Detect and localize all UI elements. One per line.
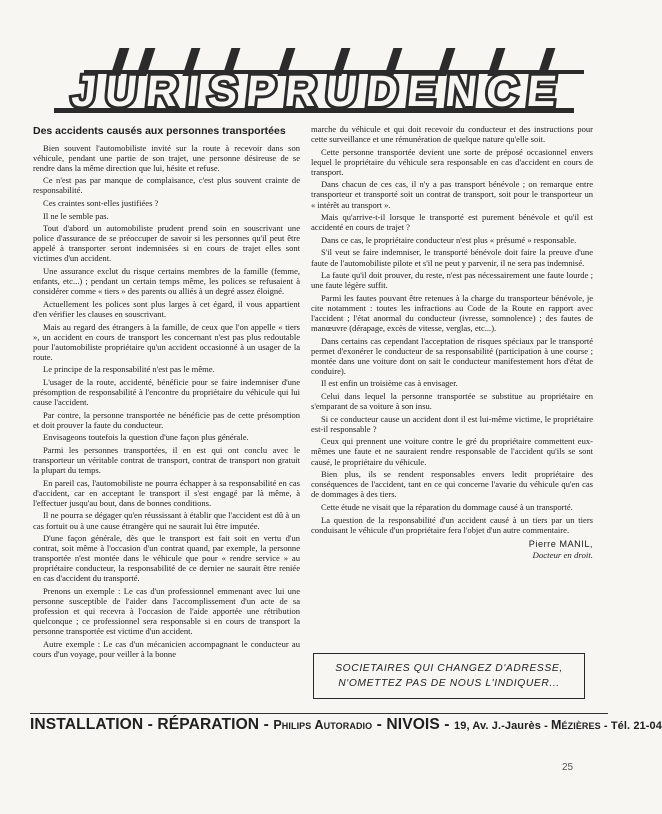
- ad-address: 19, Av. J.-Jaurès -: [454, 720, 552, 732]
- paragraph: Dans chacun de ces cas, il n'y a pas transport bénévole ; on remarque entre transporteur et transporté soit un contrat de transport, soit pour le transporteur un « intérêt au transport ».: [311, 179, 593, 210]
- paragraph: Celui dans lequel la personne transportée se substitue au propriétaire en s'emparant de sa voiture à son insu.: [311, 391, 593, 412]
- paragraph: Il ne pourra se dégager qu'en réussissant à établir que l'accident est dû à un cas fortuit ou à une cause étrangère qui ne saurait lui être imputée.: [33, 510, 300, 531]
- paragraph: Le principe de la responsabilité n'est pas le même.: [43, 364, 215, 375]
- paragraph: Dans ce cas, le propriétaire conducteur n'est plus « présumé » responsable.: [321, 234, 577, 245]
- notice-line-2: N'OMETTEZ PAS DE NOUS L'INDIQUER...: [338, 678, 560, 689]
- paragraph: Cette étude ne visait que la réparation du dommage causé à un transporté.: [321, 501, 573, 512]
- author-role: Docteur en droit.: [532, 549, 593, 560]
- ad-city: Mézières: [551, 718, 601, 732]
- paragraph: Parmi les personnes transportées, il en est qui ont conclu avec le transporteur un véritable contrat de transport, contrat de transport non gratuit la plupart du temps.: [33, 444, 300, 476]
- paragraph: L'usager de la route, accidenté, bénéficie pour se faire indemniser d'une présomption de responsabilité à l'encontre du propriétaire du véhicule qui lui cause l'accident.: [33, 376, 300, 408]
- article-heading: Des accidents causés aux personnes transportées: [33, 125, 286, 137]
- paragraph: Il ne le semble pas.: [43, 210, 109, 221]
- masthead: [44, 40, 592, 118]
- article-left-column: [33, 124, 300, 661]
- paragraph: Si ce conducteur cause un accident dont il est lui-même victime, le propriétaire est-il responsable ?: [311, 413, 593, 434]
- paragraph: Parmi les fautes pouvant être retenues à la charge du transporteur bénévole, je cite notamment : toutes les infractions au Code de la Route en rapport avec l'accident ; l'état anormal du conducteur (ivresse, somnolence) ; des fautes de manœuvre (dérapage, excès de vitesse, verglas, etc...).: [311, 292, 593, 333]
- paragraph: S'il veut se faire indemniser, le transporté bénévole doit faire la preuve d'une faute de l'automobiliste pilote et s'il ne peut y parvenir, il ne sera pas indemnisé.: [311, 247, 593, 268]
- paragraph: Bien souvent l'automobiliste invité sur la route à recevoir dans son véhicule, pendant une partie de son trajet, une personne désireuse de se rendre dans la même direction que lui, hésite et refuse.: [33, 142, 300, 173]
- ad-company: - NIVOIS -: [372, 716, 455, 733]
- paragraph: Dans certains cas cependant l'acceptation de risques spéciaux par le transporté permet d'exonérer le conducteur de sa responsabilité (participation à une course ; montée dans une voiture dont on sait le conducteur manifestement hors d'état de conduire).: [311, 335, 593, 376]
- address-change-notice: [313, 653, 585, 699]
- notice-line-1: SOCIETAIRES QUI CHANGEZ D'ADRESSE,: [335, 663, 563, 674]
- paragraph: Ces craintes sont-elles justifiées ?: [43, 198, 159, 209]
- paragraph: La faute qu'il doit prouver, du reste, n'est pas nécessairement une faute lourde ; une faute légère suffit.: [311, 270, 593, 291]
- paragraph: Actuellement les polices sont plus larges à cet égard, il vous appartient d'en vérifier les clauses en souscrivant.: [33, 298, 300, 319]
- masthead-title: JURISPRUDENCE: [69, 67, 568, 116]
- paragraph: Prenons un exemple : Le cas d'un professionnel emmenant avec lui une personne susceptible de l'aider dans l'accomplissement d'un acte de sa profession et qui recevra à l'occasion de l'aide apportée une rétribution quelconque ; ce professionnel sera responsable si en cours de transport la personne transportée est victime d'un accident.: [33, 585, 300, 637]
- paragraph: Ceux qui prennent une voiture contre le gré du propriétaire commettent eux-mêmes une faute et ne sauraient rendre responsable de l'accident qu'ils se sont causé, le propriétaire du véhicule.: [311, 436, 593, 467]
- paragraph: Autre exemple : Le cas d'un mécanicien accompagnant le conducteur au cours d'un voyage, pour veiller à la bonne: [33, 638, 300, 659]
- paragraph: Envisageons toutefois la question d'une façon plus générale.: [43, 432, 249, 443]
- masthead-logo: [44, 40, 592, 118]
- paragraph: Il est enfin un troisième cas à envisager.: [321, 378, 458, 389]
- author-signature: [311, 539, 593, 560]
- paragraph: D'une façon générale, dès que le transport est fait soit en vertu d'un contrat, soit même à l'occasion d'un contrat quand, par exemple, la personne transportée n'est montée dans le véhicule que pour « rendre service » au propriétaire conducteur, la responsabilité de ce dernier ne saurait être reniée en cas d'accident du transporté.: [33, 533, 300, 584]
- ad-services: INSTALLATION - RÉPARATION -: [30, 716, 274, 733]
- paragraph: Tout d'abord un automobiliste prudent prend soin en souscrivant une police d'assurance de se préoccuper de savoir si les personnes qu'il peut être appelé à transporter seront indemnisées si en cours de trajet elles sont victimes d'un accident.: [33, 223, 300, 264]
- author-name: Pierre MANIL,: [528, 538, 593, 549]
- ad-phone: - Tél. 21-04: [600, 720, 662, 732]
- paragraph: Par contre, la personne transportée ne bénéficie pas de cette présomption et doit prouver la faute du conducteur.: [33, 409, 300, 430]
- paragraph: Cette personne transportée devient une sorte de préposé occasionnel envers lequel le propriétaire du véhicule sera responsable en cas d'accident en cours de transport.: [311, 146, 593, 177]
- advertisement-banner: [30, 713, 662, 736]
- article-right-column: [311, 124, 593, 560]
- paragraph: marche du véhicule et qui doit recevoir du conducteur et des instructions pour cette surveillance et une rémunération de quelque nature qu'elle soit.: [311, 124, 593, 145]
- ad-brand: Philips Autoradio: [273, 718, 373, 732]
- paragraph: Bien plus, ils se rendent responsables envers ledit propriétaire des conséquences de l'accident, tant en ce qui concerne l'avarie du véhicule qu'en cas de dommages à des tiers.: [311, 469, 593, 500]
- paragraph: La question de la responsabilité d'un accident causé à un tiers par un tiers conduisant le véhicule d'un propriétaire fera l'objet d'un autre commentaire.: [311, 514, 593, 535]
- page-number: 25: [562, 762, 574, 773]
- paragraph: En pareil cas, l'automobiliste ne pourra échapper à sa responsabilité en cas d'accident, car en acceptant le transport il s'est engagé par là même, à l'effectuer jusqu'au bout, dans de bonnes conditions.: [33, 477, 300, 508]
- paragraph: Ce n'est pas par manque de complaisance, c'est plus souvent crainte de responsabilité.: [33, 175, 300, 196]
- paragraph: Mais au regard des étrangers à la famille, de ceux que l'on appelle « tiers », un accident en cours de transport les concernant n'est pas plus redoutable pour l'automobiliste propriétaire qu'un accident occasionné à un usager de la route.: [33, 321, 300, 362]
- paragraph: Une assurance exclut du risque certains membres de la famille (femme, enfants, etc...) ; pendant un certain temps même, les polices se refusaient à considérer comme « tiers » des parents ou alliés à un degré assez éloigné.: [33, 266, 300, 297]
- paragraph: Mais qu'arrive-t-il lorsque le transporté est purement bénévole et qu'il est accidenté en cours de trajet ?: [311, 212, 593, 233]
